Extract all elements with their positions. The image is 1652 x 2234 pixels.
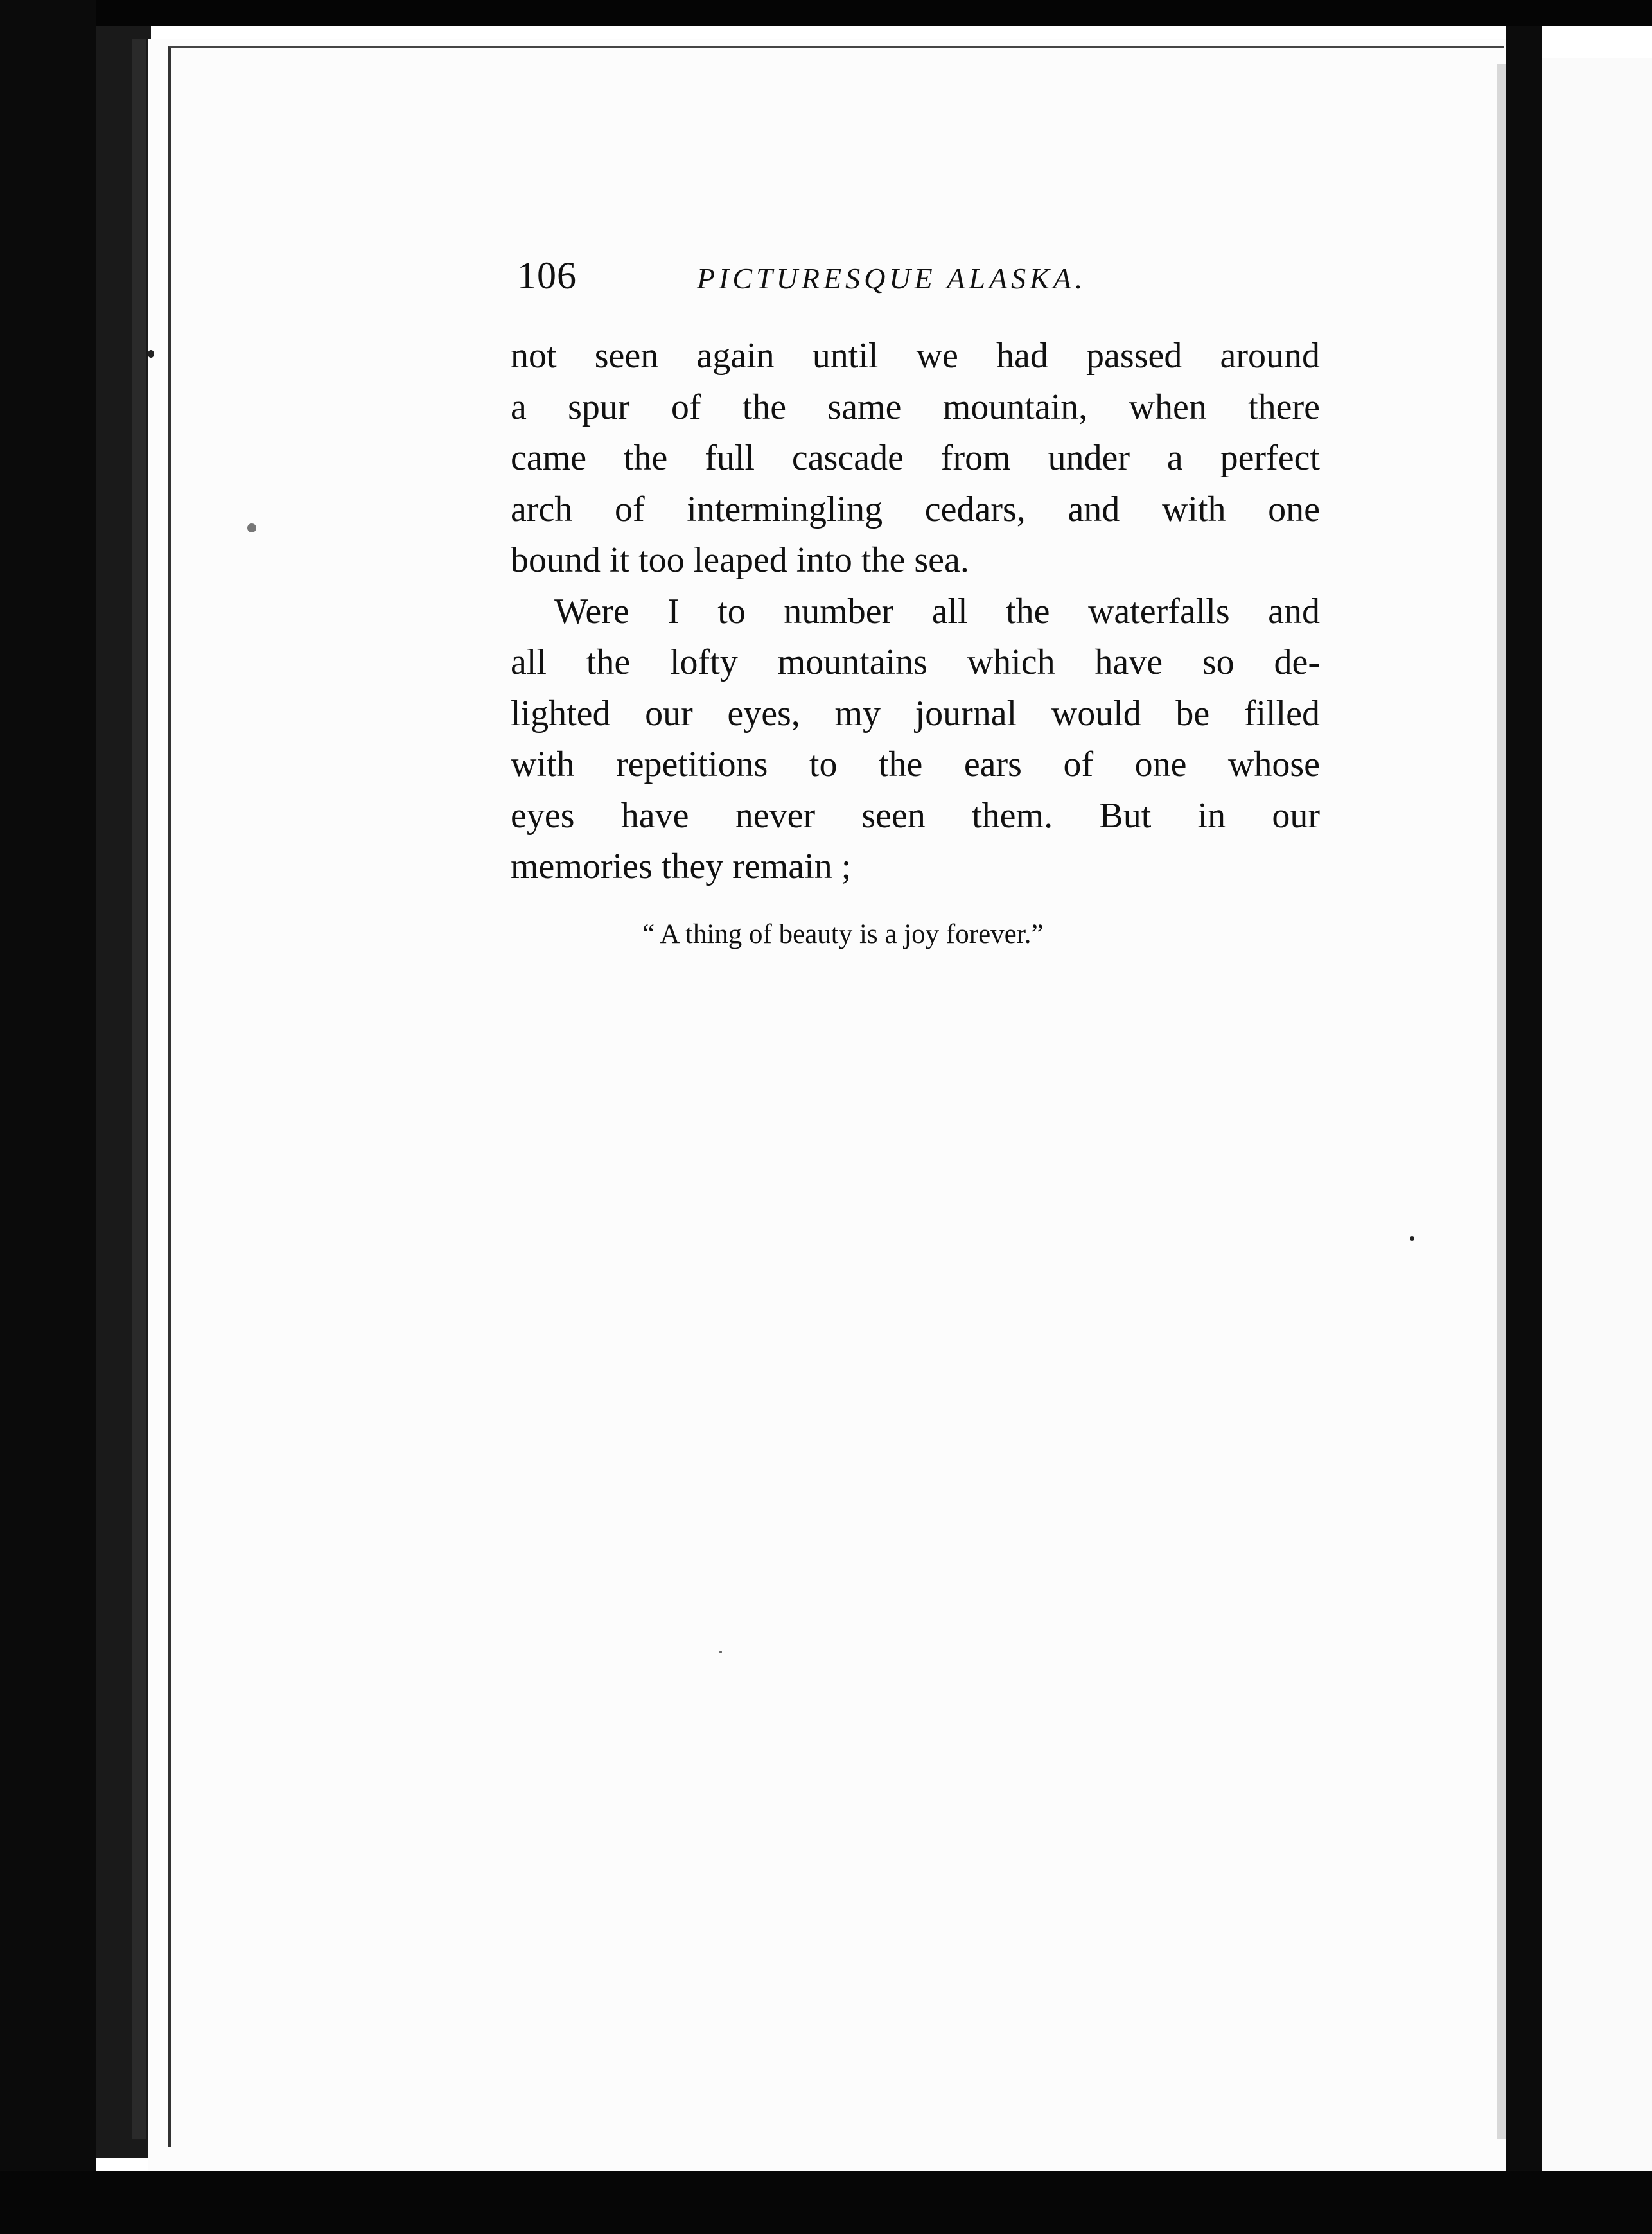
facing-page-edge	[1542, 58, 1652, 2171]
text-line: bound it too leaped into the sea.	[511, 540, 969, 580]
text-line: a spur of the same mountain, when there	[511, 387, 1320, 427]
scan-bottom-edge	[0, 2171, 1652, 2234]
text-line: not seen again until we had passed around	[511, 336, 1320, 376]
text-line: memories they remain ;	[511, 847, 852, 886]
scan-top-edge	[0, 0, 1652, 26]
quotation: “ A thing of beauty is a joy forever.”	[642, 919, 1044, 949]
page-number: 106	[517, 254, 577, 297]
scan-speck	[1410, 1236, 1414, 1241]
text-line: came the full cascade from under a perfect	[511, 438, 1320, 478]
scan-speck	[719, 1651, 722, 1653]
body-text	[511, 331, 1320, 893]
text-line: arch of intermingling cedars, and with one	[511, 489, 1320, 529]
book-gutter-right	[1506, 26, 1542, 2171]
binding-strip	[132, 39, 146, 2139]
scan-speck	[148, 350, 154, 358]
scan-speck	[247, 523, 256, 532]
text-line: all the lofty mountains which have so de-	[511, 642, 1320, 682]
text-line: Were I to number all the waterfalls and	[554, 591, 1320, 631]
running-title: PICTURESQUE ALASKA.	[697, 262, 1087, 295]
text-line: lighted our eyes, my journal would be filled	[511, 693, 1320, 734]
text-line: eyes have never seen them. But in our	[511, 795, 1320, 836]
running-header	[517, 254, 1166, 299]
text-line: with repetitions to the ears of one whose	[511, 744, 1320, 784]
book-binding-left	[0, 0, 96, 2234]
